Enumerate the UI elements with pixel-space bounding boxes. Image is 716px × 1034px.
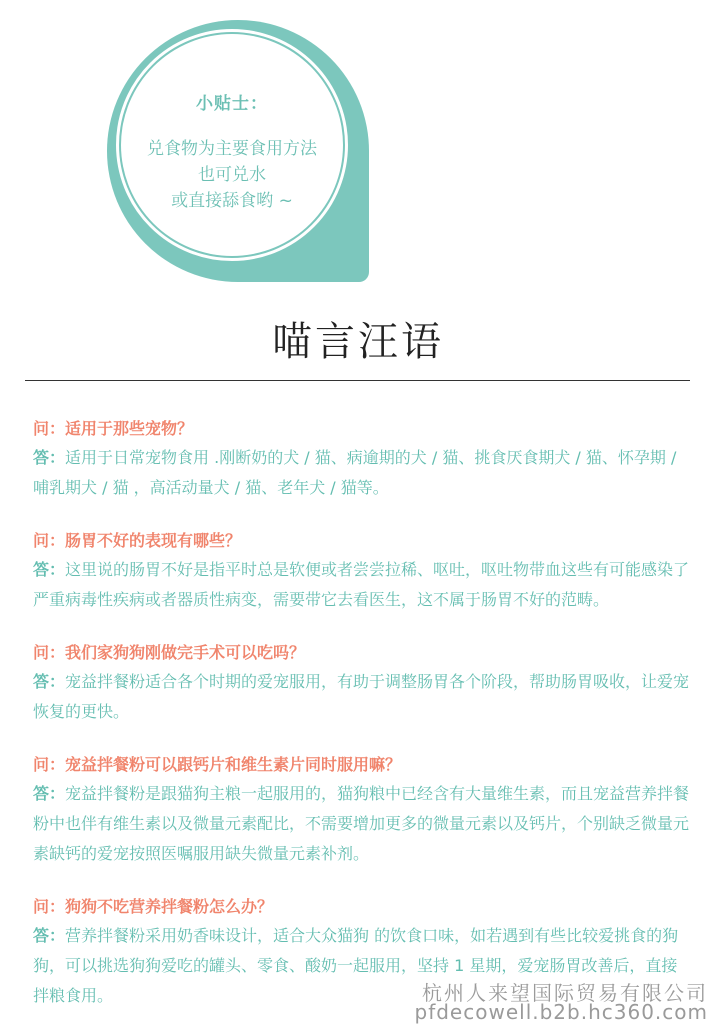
faq-item	[33, 750, 693, 869]
answer-text: 宠益拌餐粉适合各个时期的爱宠服用，有助于调整肠胃各个阶段，帮助肠胃吸收，让爱宠恢复的更快。	[33, 672, 690, 721]
tip-line: 或直接舔食哟 ~	[171, 191, 293, 211]
divider	[25, 380, 690, 381]
faq-question: 问：宠益拌餐粉可以跟钙片和维生素片同时服用嘛？	[33, 755, 402, 774]
tip-circle	[121, 34, 343, 256]
answer-label: 答：	[33, 926, 66, 945]
faq-answer	[33, 555, 693, 615]
faq-question: 问：适用于那些宠物？	[33, 419, 194, 438]
section-heading: 喵言汪语	[272, 319, 444, 365]
faq-answer	[33, 667, 693, 727]
faq-question: 问：狗狗不吃营养拌餐粉怎么办？	[33, 897, 274, 916]
faq-answer	[33, 779, 693, 869]
faq-question: 问：肠胃不好的表现有哪些？	[33, 531, 242, 550]
answer-label: 答：	[33, 560, 66, 579]
answer-text: 宠益拌餐粉是跟猫狗主粮一起服用的，猫狗粮中已经含有大量维生素，而且宠益营养拌餐粉中也伴有维生素以及微量元素配比，不需要增加更多的微量元素以及钙片，个别缺乏微量元素缺钙的爱宠按照医嘱服用缺失微量元素补剂。	[33, 784, 690, 863]
faq-item	[33, 414, 693, 503]
answer-label: 答：	[33, 784, 66, 803]
watermark-url: pfdecowell.b2b.hc360.com	[414, 1000, 708, 1024]
tip-line: 兑食物为主要食用方法	[147, 139, 317, 159]
answer-text: 营养拌餐粉采用奶香味设计，适合大众猫狗 的饮食口味，如若遇到有些比较爱挑食的狗狗，可以挑选狗狗爱吃的罐头、零食、酸奶一起服用，坚持 1 星期，爱宠肠胃改善后，直接拌粮食用。	[33, 926, 679, 1005]
tip-badge	[107, 20, 369, 282]
tip-line: 也可兑水	[198, 165, 266, 185]
answer-label: 答：	[33, 672, 66, 691]
faq-question: 问：我们家狗狗刚做完手术可以吃吗？	[33, 643, 306, 662]
watermark-company: 杭州人来望国际贸易有限公司	[422, 981, 708, 1005]
tip-title: 小贴士：	[196, 94, 268, 114]
faq-item	[33, 638, 693, 727]
faq-answer	[33, 443, 693, 503]
faq-list	[33, 414, 693, 1034]
answer-text: 适用于日常宠物食用 .刚断奶的犬 / 猫、病逾期的犬 / 猫、挑食厌食期犬 / 猫、怀孕期 / 哺乳期犬 / 猫 ，高活动量犬 / 猫、老年犬 / 猫等。	[33, 448, 677, 497]
answer-label: 答：	[33, 448, 66, 467]
faq-item	[33, 526, 693, 615]
answer-text: 这里说的肠胃不好是指平时总是软便或者尝尝拉稀、呕吐，呕吐物带血这些有可能感染了严重病毒性疾病或者器质性病变，需要带它去看医生，这不属于肠胃不好的范畴。	[33, 560, 690, 609]
